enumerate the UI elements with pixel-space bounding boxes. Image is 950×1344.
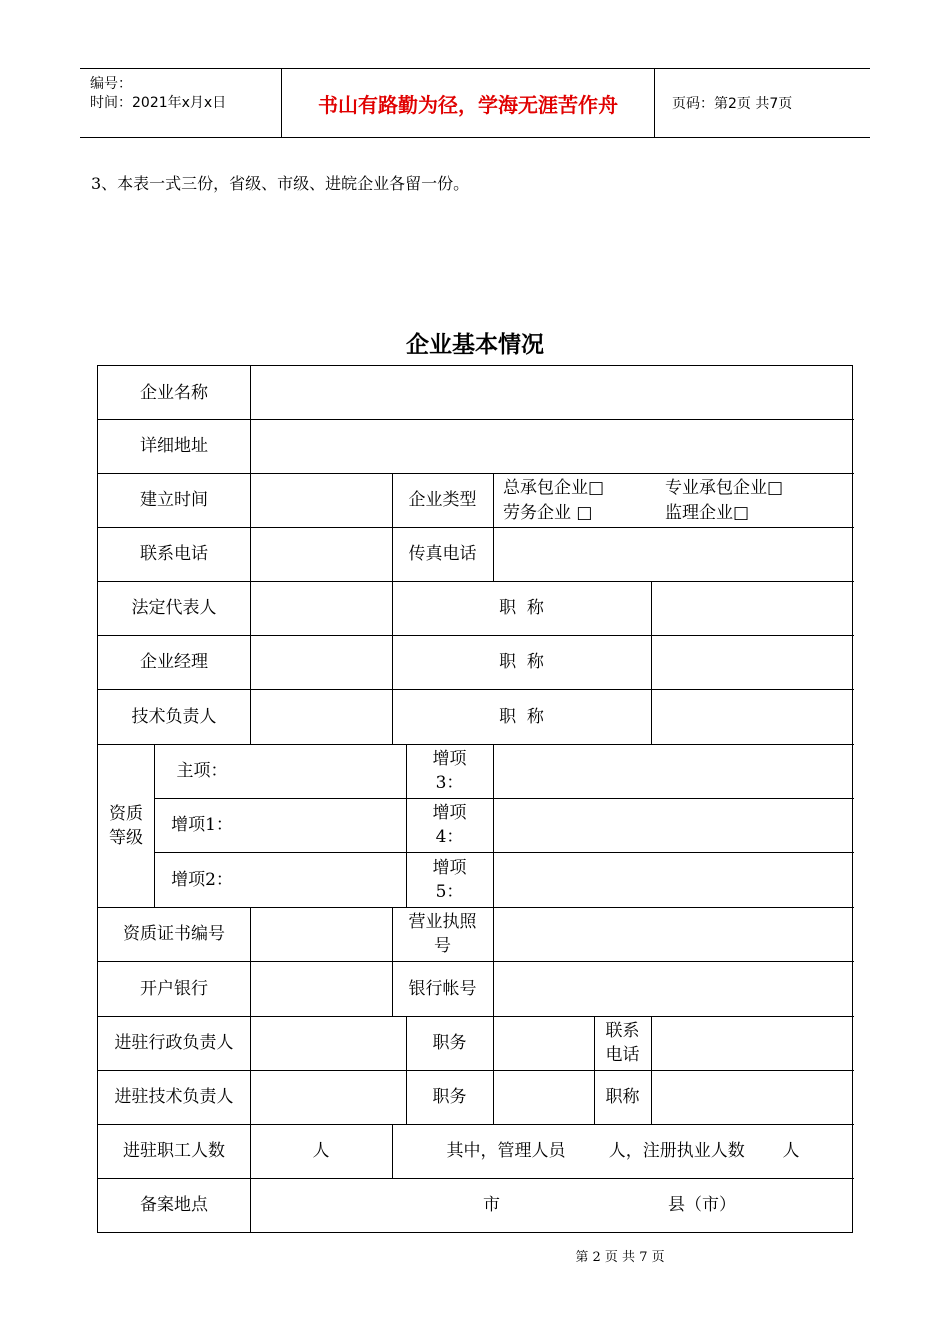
account-no-field[interactable]: [493, 961, 854, 1016]
label-account-no: 银行帐号: [408, 978, 477, 999]
license-no-field[interactable]: [493, 907, 854, 961]
header-meta: [80, 69, 280, 137]
add-item-2-field[interactable]: [250, 852, 406, 907]
label-company-name: 企业名称: [140, 382, 208, 403]
label-contact-phone: 联系 电话: [605, 1021, 640, 1065]
tech-title-field[interactable]: [651, 1070, 854, 1124]
address-field[interactable]: [250, 419, 854, 473]
label-founded: 建立时间: [140, 490, 208, 510]
add-item-3-field[interactable]: [493, 744, 854, 798]
label-add-item-2: 增项2：: [171, 869, 233, 890]
main-item-field[interactable]: [250, 744, 406, 798]
form-title: 企业基本情况: [406, 331, 544, 358]
label-bank: 开户银行: [140, 978, 208, 999]
label-fax: 传真电话: [408, 544, 477, 564]
tech-lead-in-field[interactable]: [250, 1070, 406, 1124]
tech-position-field[interactable]: [493, 1070, 594, 1124]
option-general-contractor[interactable]: 总承包企业□: [503, 478, 605, 498]
label-address: 详细地址: [140, 436, 208, 456]
label-position-2: 职务: [432, 1087, 467, 1107]
manager-title-field[interactable]: [651, 635, 854, 689]
founded-field[interactable]: [250, 473, 392, 527]
page-footer: 第 2 页 共 7 页: [575, 1250, 665, 1265]
bank-field[interactable]: [250, 961, 392, 1016]
label-main-item: 主项：: [176, 761, 228, 781]
company-type-options[interactable]: [493, 473, 854, 527]
tech-lead-title-field[interactable]: [651, 689, 854, 744]
label-tech-lead-in: 进驻技术负责人: [114, 1087, 234, 1107]
legal-rep-field[interactable]: [250, 581, 392, 635]
document-header: [80, 68, 870, 138]
option-labor[interactable]: 劳务企业 □: [503, 503, 593, 523]
manager-field[interactable]: [250, 635, 392, 689]
label-staff-count: 进驻职工人数: [123, 1141, 225, 1161]
motto: 书山有路勤为径，学海无涯苦作舟: [281, 69, 655, 137]
staff-count-field[interactable]: [250, 1124, 392, 1178]
admin-phone-field[interactable]: [651, 1016, 854, 1070]
label-phone: 联系电话: [140, 544, 208, 564]
label-license-no: 营业执照 号: [408, 912, 477, 956]
label-manager: 企业经理: [140, 652, 208, 672]
label-add-item-3: 增项 3：: [432, 749, 467, 793]
cert-no-field[interactable]: [250, 907, 392, 961]
staff-breakdown[interactable]: 其中，管理人员 人，注册执业人数 人: [446, 1141, 800, 1161]
label-company-type: 企业类型: [408, 490, 477, 510]
label-tech-lead: 技术负责人: [131, 706, 217, 727]
company-name-field[interactable]: [250, 366, 854, 419]
county-label: 县（市）: [668, 1195, 736, 1215]
time-label: 时间：2021年x月x日: [90, 95, 227, 111]
label-cert-no: 资质证书编号: [123, 924, 225, 944]
label-title-short: 职称: [605, 1087, 640, 1107]
label-add-item-4: 增项 4：: [432, 803, 467, 847]
label-filing-place: 备案地点: [140, 1195, 208, 1215]
label-admin-lead: 进驻行政负责人: [114, 1033, 234, 1053]
label-add-item-5: 增项 5：: [432, 857, 467, 902]
add-item-5-field[interactable]: [493, 852, 854, 907]
add-item-4-field[interactable]: [493, 798, 854, 852]
phone-field[interactable]: [250, 527, 392, 581]
person-unit: 人: [312, 1141, 330, 1161]
tech-lead-field[interactable]: [250, 689, 392, 744]
label-job-title-2: 职 称: [499, 652, 544, 672]
admin-position-field[interactable]: [493, 1016, 594, 1070]
page-label: 页码：第2页 共7页: [672, 96, 793, 112]
option-specialty-contractor[interactable]: 专业承包企业□: [665, 478, 784, 498]
label-legal-rep: 法定代表人: [131, 598, 217, 618]
add-item-1-field[interactable]: [250, 798, 406, 852]
legal-rep-title-field[interactable]: [651, 581, 854, 635]
label-add-item-1: 增项1：: [171, 815, 233, 835]
fax-field[interactable]: [493, 527, 854, 581]
filing-place-field[interactable]: [250, 1178, 854, 1232]
label-job-title-3: 职 称: [499, 706, 544, 727]
option-supervision[interactable]: 监理企业□: [665, 503, 750, 523]
label-position-1: 职务: [432, 1033, 467, 1053]
label-job-title-1: 职 称: [499, 598, 544, 618]
label-qualification-level: 资质 等级: [109, 803, 143, 848]
note-text: 3、本表一式三份，省级、市级、进皖企业各留一份。: [91, 174, 470, 193]
city-label: 市: [483, 1195, 500, 1215]
company-info-form: [97, 365, 853, 1233]
admin-lead-field[interactable]: [250, 1016, 406, 1070]
number-label: 编号：: [90, 76, 132, 92]
